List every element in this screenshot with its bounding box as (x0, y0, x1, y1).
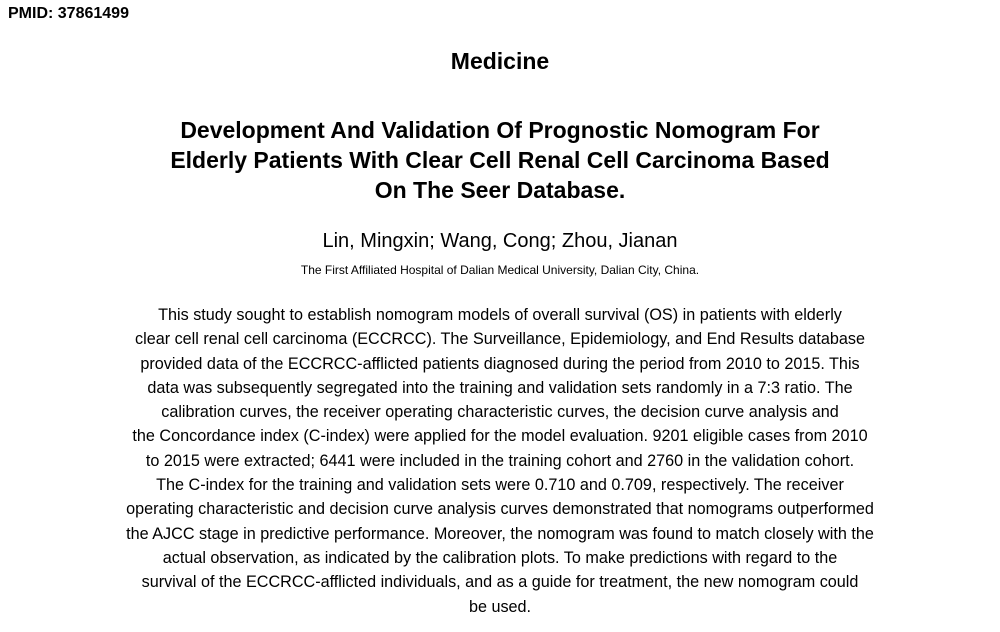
abstract-line: clear cell renal cell carcinoma (ECCRCC). The Surveillance, Epidemiology, and End Results database (135, 330, 865, 349)
abstract-line: to 2015 were extracted; 6441 were included in the training cohort and 2760 in the validation cohort. (145, 451, 855, 470)
abstract-line: operating characteristic and decision curve analysis curves demonstrated that nomograms outperformed (126, 500, 874, 519)
pmid-label: PMID: 37861499 (8, 5, 129, 22)
abstract-line: the AJCC stage in predictive performance. Moreover, the nomogram was found to match closely with the (126, 524, 874, 543)
title-line: Elderly Patients With Clear Cell Renal Cell Carcinoma Based (170, 147, 830, 173)
title-line: Development And Validation Of Prognostic Nomogram For (180, 117, 820, 143)
abstract-line: provided data of the ECCRCC-afflicted patients diagnosed during the period from 2010 to 2015. This (140, 354, 860, 373)
paper-title (0, 115, 1000, 205)
journal-name: Medicine (450, 48, 550, 74)
abstract-line: calibration curves, the receiver operating characteristic curves, the decision curve analysis and (161, 403, 839, 422)
abstract-line: survival of the ECCRCC-afflicted individuals, and as a guide for treatment, the new nomogram could (141, 573, 859, 592)
affiliation: The First Affiliated Hospital of Dalian Medical University, Dalian City, China. (300, 263, 700, 277)
abstract (0, 303, 1000, 619)
abstract-line: This study sought to establish nomogram models of overall survival (OS) in patients with elderly (158, 306, 842, 324)
author-list: Lin, Mingxin; Wang, Cong; Zhou, Jianan (322, 230, 678, 252)
abstract-line: data was subsequently segregated into the training and validation sets randomly in a 7:3 ratio. The (147, 378, 853, 397)
abstract-line: be used. (468, 597, 532, 616)
abstract-line: actual observation, as indicated by the calibration plots. To make predictions with regard to the (162, 548, 838, 567)
title-line: On The Seer Database. (374, 177, 626, 203)
abstract-line: The C-index for the training and validation sets were 0.710 and 0.709, respectively. The receiver (156, 476, 844, 495)
abstract-line: the Concordance index (C-index) were applied for the model evaluation. 9201 eligible cases from 2010 (132, 427, 868, 446)
